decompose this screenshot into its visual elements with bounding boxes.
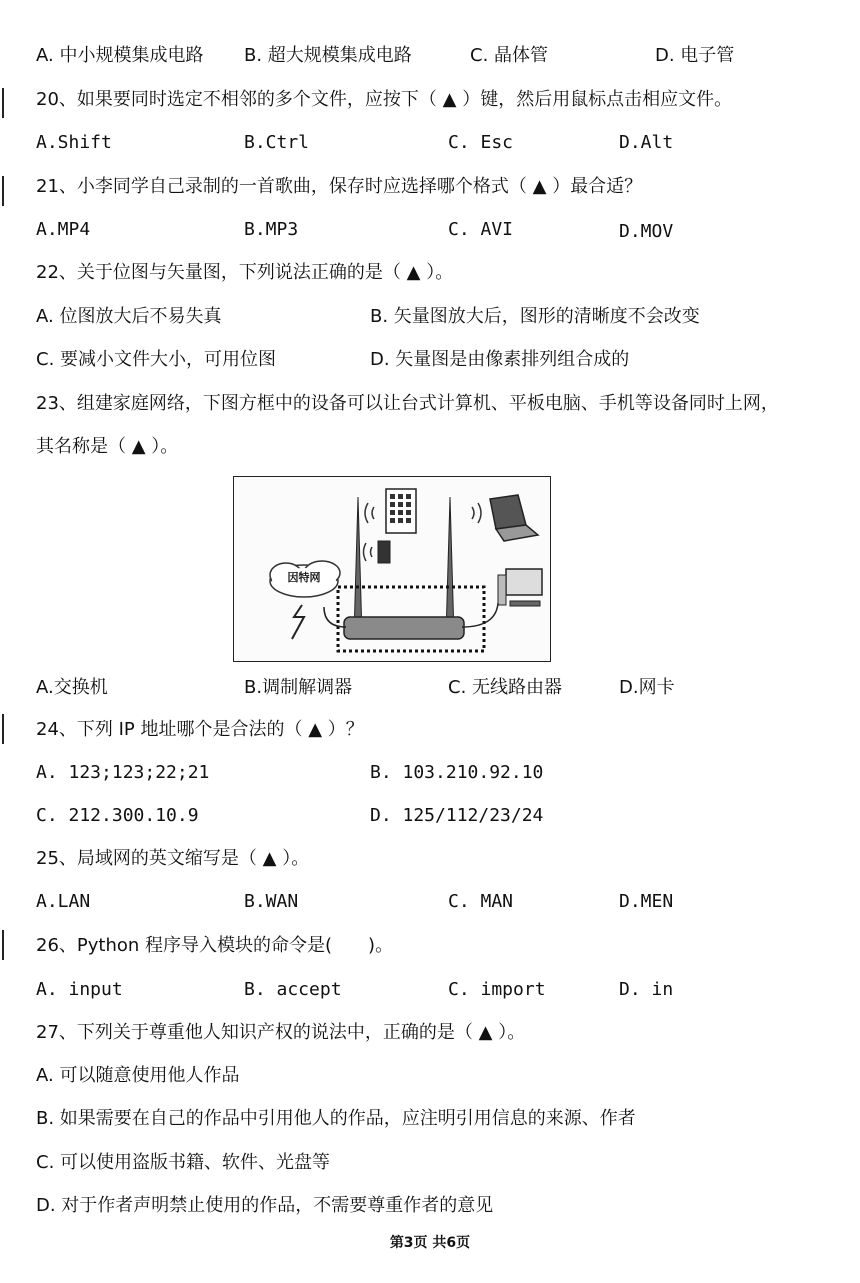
q25-option-b: B.WAN: [244, 891, 299, 912]
margin-mark: [2, 176, 4, 206]
q20-option-a: A.Shift: [36, 132, 112, 153]
question-26-stem: 26、Python 程序导入模块的命令是( )。: [36, 935, 394, 956]
q25-option-a: A.LAN: [36, 891, 91, 912]
q20-option-c: C. Esc: [448, 132, 514, 153]
question-20-stem: 20、如果要同时选定不相邻的多个文件，应按下（ ▲ ）键，然后用鼠标点击相应文件。: [36, 89, 733, 110]
question-22-stem: 22、关于位图与矢量图，下列说法正确的是（ ▲ ）。: [36, 262, 454, 283]
q22-option-d: D. 矢量图是由像素排列组合成的: [370, 349, 630, 370]
q25-option-c: C. MAN: [448, 891, 514, 912]
q23-option-c: C. 无线路由器: [448, 677, 563, 698]
prev-option-d: D. 电子管: [655, 45, 735, 66]
antenna-right-icon: [446, 497, 454, 635]
prev-option-a: A. 中小规模集成电路: [36, 45, 204, 66]
question-27-stem: 27、下列关于尊重他人知识产权的说法中，正确的是（ ▲ ）。: [36, 1022, 526, 1043]
q27-option-b: B. 如果需要在自己的作品中引用他人的作品，应注明引用信息的来源、作者: [36, 1108, 636, 1129]
q26-option-c: C. import: [448, 979, 546, 1000]
margin-mark: [2, 930, 4, 960]
prev-option-b: B. 超大规模集成电路: [244, 45, 412, 66]
q26-option-a: A. input: [36, 979, 123, 1000]
q22-option-b: B. 矢量图放大后，图形的清晰度不会改变: [370, 306, 700, 327]
q24-option-c: C. 212.300.10.9: [36, 805, 199, 826]
q24-option-d: D. 125/112/23/24: [370, 805, 544, 826]
margin-mark: [2, 714, 4, 744]
page-number: 第3页 共6页: [389, 1235, 471, 1251]
prev-option-c: C. 晶体管: [470, 45, 549, 66]
router-illustration: [234, 477, 550, 661]
question-24-stem: 24、下列 IP 地址哪个是合法的（ ▲ ）？: [36, 719, 364, 740]
desktop-computer-icon: [498, 569, 542, 606]
q20-option-b: B.Ctrl: [244, 132, 310, 153]
antenna-left-icon: [354, 497, 362, 635]
router-body-icon: [344, 617, 464, 639]
q25-option-d: D.MEN: [619, 891, 674, 912]
q20-option-d: D.Alt: [619, 132, 674, 153]
margin-mark: [2, 88, 4, 118]
q24-option-b: B. 103.210.92.10: [370, 762, 544, 783]
q23-option-b: B.调制解调器: [244, 677, 353, 698]
phone-icon: [378, 541, 390, 563]
q21-option-d: D.MOV: [619, 221, 674, 242]
question-23-stem-line1: 23、组建家庭网络，下图方框中的设备可以让台式计算机、平板电脑、手机等设备同时上网，: [36, 393, 779, 414]
q27-option-a: A. 可以随意使用他人作品: [36, 1065, 240, 1086]
tablet-icon: [386, 489, 416, 533]
question-21-stem: 21、小李同学自己录制的一首歌曲，保存时应选择哪个格式（ ▲ ）最合适？: [36, 176, 643, 197]
q27-option-c: C. 可以使用盗版书籍、软件、光盘等: [36, 1152, 331, 1173]
q26-option-b: B. accept: [244, 979, 342, 1000]
internet-label: 因特网: [287, 571, 321, 584]
q26-option-d: D. in: [619, 979, 674, 1000]
wifi-signal-icon: [365, 503, 374, 523]
q21-option-c: C. AVI: [448, 219, 514, 240]
q21-option-b: B.MP3: [244, 219, 299, 240]
q23-option-d: D.网卡: [619, 677, 675, 698]
question-25-stem: 25、局域网的英文缩写是（ ▲ ）。: [36, 848, 310, 869]
q23-option-a: A.交换机: [36, 677, 108, 698]
home-network-figure: [233, 476, 551, 662]
q22-option-a: A. 位图放大后不易失真: [36, 306, 222, 327]
laptop-icon: [490, 495, 538, 541]
q27-option-d: D. 对于作者声明禁止使用的作品，不需要尊重作者的意见: [36, 1195, 494, 1216]
q22-option-c: C. 要减小文件大小，可用位图: [36, 349, 277, 370]
question-23-stem-line2: 其名称是（ ▲ ）。: [36, 436, 179, 457]
q24-option-a: A. 123;123;22;21: [36, 762, 210, 783]
q21-option-a: A.MP4: [36, 219, 91, 240]
